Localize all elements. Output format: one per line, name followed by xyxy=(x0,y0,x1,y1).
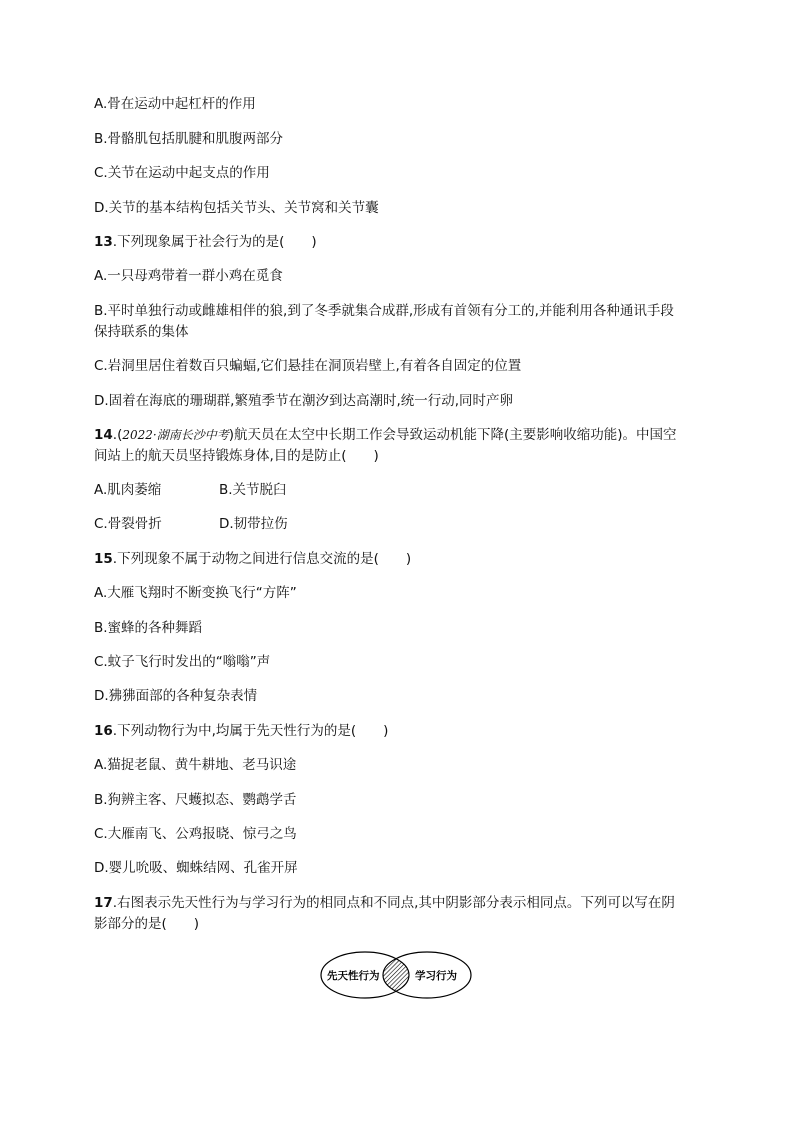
q15-option-a: A.大雁飞翔时不断变换飞行“方阵” xyxy=(94,585,297,601)
q17-stem-cont: 影部分的是( ) xyxy=(94,916,200,932)
q14-prefix: .( xyxy=(112,427,123,443)
q16-option-a: A.猫捉老鼠、黄牛耕地、老马识途 xyxy=(94,757,297,773)
q15-option-b: B.蜜蜂的各种舞蹈 xyxy=(94,620,203,636)
q15-number: 15 xyxy=(94,551,113,567)
q14-stem xyxy=(94,425,677,445)
q14-options-row-1 xyxy=(94,480,494,500)
q12-option-b: B.骨骼肌包括肌腱和肌腹两部分 xyxy=(94,131,284,147)
q13-option-d: D.固着在海底的珊瑚群,繁殖季节在潮汐到达高潮时,统一行动,同时产卵 xyxy=(94,393,514,409)
q15-stem xyxy=(94,549,411,569)
q14-option-c: C.骨裂骨折 xyxy=(94,516,162,532)
q14-stem-cont: 间站上的航天员坚持锻炼身体,目的是防止( ) xyxy=(94,448,379,464)
q13-option-a: A.一只母鸡带着一群小鸡在觅食 xyxy=(94,268,283,284)
q13-option-c: C.岩洞里居住着数百只蝙蝠,它们悬挂在洞顶岩壁上,有着各自固定的位置 xyxy=(94,358,522,374)
q17-number: 17 xyxy=(94,895,113,911)
venn-left-label: 先天性行为 xyxy=(327,970,380,982)
q16-option-b: B.狗辨主客、尺蠖拟态、鹦鹉学舌 xyxy=(94,792,297,808)
q14-options-row-2 xyxy=(94,514,494,534)
q17-stem xyxy=(94,893,675,913)
q13-number: 13 xyxy=(94,234,113,250)
q12-option-c: C.关节在运动中起支点的作用 xyxy=(94,165,270,181)
q13-option-b: B.平时单独行动或雌雄相伴的狼,到了冬季就集合成群,形成有首领有分工的,并能利用各种通讯手段 xyxy=(94,303,674,319)
q17-stem-text: .右图表示先天性行为与学习行为的相同点和不同点,其中阴影部分表示相同点。下列可以写在阴 xyxy=(112,895,675,911)
q16-number: 16 xyxy=(94,723,113,739)
q16-stem xyxy=(94,721,388,741)
q14-option-b: B.关节脱臼 xyxy=(219,482,287,498)
q16-option-d: D.婴儿吮吸、蜘蛛结网、孔雀开屏 xyxy=(94,860,298,876)
q16-option-c: C.大雁南飞、公鸡报晓、惊弓之鸟 xyxy=(94,826,297,842)
q12-option-a: A.骨在运动中起杠杆的作用 xyxy=(94,96,256,112)
q14-stem-text: )航天员在太空中长期工作会导致运动机能下降(主要影响收缩功能)。中国空 xyxy=(228,427,677,443)
q13-option-b-cont: 保持联系的集体 xyxy=(94,324,189,340)
q13-stem xyxy=(94,232,317,252)
q14-number: 14 xyxy=(94,427,113,443)
q15-option-c: C.蚊子飞行时发出的“嗡嗡”声 xyxy=(94,654,271,670)
q14-option-a: A.肌肉萎缩 xyxy=(94,482,162,498)
q14-option-d: D.韧带拉伤 xyxy=(219,516,288,532)
venn-right-label: 学习行为 xyxy=(415,970,457,982)
q12-option-d: D.关节的基本结构包括关节头、关节窝和关节囊 xyxy=(94,200,379,216)
q15-stem-text: .下列现象不属于动物之间进行信息交流的是( ) xyxy=(112,551,412,567)
venn-diagram xyxy=(320,950,472,1000)
q15-option-d: D.狒狒面部的各种复杂表情 xyxy=(94,688,258,704)
q16-stem-text: .下列动物行为中,均属于先天性行为的是( ) xyxy=(112,723,389,739)
q13-stem-text: .下列现象属于社会行为的是( ) xyxy=(112,234,317,250)
q14-source: 2022·湖南长沙中考 xyxy=(122,428,229,442)
